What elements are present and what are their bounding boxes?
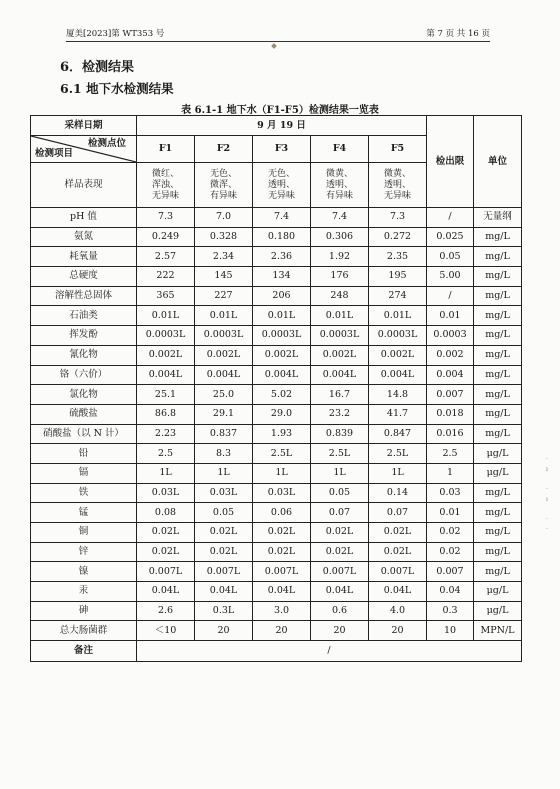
point-header: F1 [137, 136, 195, 163]
value-cell: 0.002L [195, 345, 253, 365]
appearance-cell [311, 163, 369, 208]
unit-cell: MPN/L [474, 621, 522, 641]
value-cell: 7.3 [369, 208, 427, 228]
limit-cell: 0.05 [427, 247, 474, 267]
limit-cell: 0.02 [427, 542, 474, 562]
unit-cell: mg/L [474, 542, 522, 562]
value-cell: 0.02L [195, 542, 253, 562]
value-cell: 29.0 [253, 404, 311, 424]
value-cell: 0.3L [195, 601, 253, 621]
limit-cell: 0.016 [427, 424, 474, 444]
limit-cell: 0.007 [427, 385, 474, 405]
value-cell: 0.272 [369, 227, 427, 247]
table-row [31, 444, 522, 464]
value-cell: 0.002L [137, 345, 195, 365]
unit-cell: mg/L [474, 483, 522, 503]
value-cell: 0.0003L [195, 326, 253, 346]
value-cell: 0.04L [253, 582, 311, 602]
value-cell: 0.0003L [311, 326, 369, 346]
item-name: 铜 [31, 523, 137, 543]
appearance-line: 透明、 [325, 179, 353, 190]
item-name: 溶解性总固体 [31, 286, 137, 306]
table-row [31, 365, 522, 385]
value-cell: 134 [253, 267, 311, 287]
value-cell: 1L [311, 463, 369, 483]
limit-cell: 0.004 [427, 365, 474, 385]
table-row [31, 562, 522, 582]
appearance-cell [195, 163, 253, 208]
value-cell: 20 [369, 621, 427, 641]
appearance-line: 透明、 [383, 179, 411, 190]
value-cell: 0.002L [253, 345, 311, 365]
table-row [31, 542, 522, 562]
table-row [31, 345, 522, 365]
appearance-line: 无异味 [267, 190, 295, 201]
table-row [31, 621, 522, 641]
value-cell: 2.34 [195, 247, 253, 267]
value-cell: 1L [369, 463, 427, 483]
value-cell: 0.03L [137, 483, 195, 503]
item-name: 氯化物 [31, 385, 137, 405]
item-name: 挥发酚 [31, 326, 137, 346]
table-row [31, 247, 522, 267]
point-header: F5 [369, 136, 427, 163]
value-cell: 2.36 [253, 247, 311, 267]
value-cell: 0.01L [195, 306, 253, 326]
appearance-cell [137, 163, 195, 208]
table-row [31, 326, 522, 346]
value-cell: 0.02L [137, 523, 195, 543]
value-cell: 0.01L [137, 306, 195, 326]
point-header: F2 [195, 136, 253, 163]
value-cell: 2.35 [369, 247, 427, 267]
item-name: 砷 [31, 601, 137, 621]
table-row [31, 385, 522, 405]
unit-cell: μg/L [474, 582, 522, 602]
appearance-cell [369, 163, 427, 208]
limit-cell: 0.02 [427, 523, 474, 543]
value-cell: 365 [137, 286, 195, 306]
limit-cell: 0.025 [427, 227, 474, 247]
value-cell: 0.007L [137, 562, 195, 582]
item-name: 氰化物 [31, 345, 137, 365]
appearance-line: 微红、 [151, 168, 179, 179]
unit-cell: mg/L [474, 562, 522, 582]
corner-bottom-label: 检测项目 [35, 148, 74, 159]
value-cell: 0.03L [253, 483, 311, 503]
value-cell: 248 [311, 286, 369, 306]
item-name: pH 值 [31, 208, 137, 228]
value-cell: 20 [195, 621, 253, 641]
value-cell: 0.02L [195, 523, 253, 543]
table-row [31, 601, 522, 621]
value-cell: 0.02L [369, 523, 427, 543]
value-cell: 3.0 [253, 601, 311, 621]
limit-cell: 0.04 [427, 582, 474, 602]
value-cell: 2.5 [137, 444, 195, 464]
value-cell: 1L [137, 463, 195, 483]
value-cell: 0.02L [311, 523, 369, 543]
value-cell: 0.004L [369, 365, 427, 385]
value-cell: 20 [253, 621, 311, 641]
value-cell: 0.007L [195, 562, 253, 582]
value-cell: 0.6 [311, 601, 369, 621]
limit-cell: / [427, 208, 474, 228]
limit-cell: 0.03 [427, 483, 474, 503]
date-value: 9 月 19 日 [137, 116, 427, 136]
value-cell: 0.004L [195, 365, 253, 385]
value-cell: 195 [369, 267, 427, 287]
table-row [31, 227, 522, 247]
value-cell: 0.01L [253, 306, 311, 326]
value-cell: 0.007L [253, 562, 311, 582]
unit-cell: mg/L [474, 523, 522, 543]
value-cell: 176 [311, 267, 369, 287]
appearance-line: 微浑、 [209, 179, 237, 190]
value-cell: 2.5L [369, 444, 427, 464]
limit-header: 检出限 [427, 116, 474, 208]
value-cell: 41.7 [369, 404, 427, 424]
value-cell: 25.1 [137, 385, 195, 405]
item-name: 铅 [31, 444, 137, 464]
value-cell: 0.847 [369, 424, 427, 444]
subsection-title: 6.1 地下水检测结果 [60, 81, 174, 96]
value-cell: 0.05 [195, 503, 253, 523]
value-cell: 0.004L [311, 365, 369, 385]
limit-cell: 10 [427, 621, 474, 641]
value-cell: 0.04L [195, 582, 253, 602]
table-row [31, 483, 522, 503]
value-cell: 0.007L [311, 562, 369, 582]
point-header: F4 [311, 136, 369, 163]
margin-handwriting: · ı · ı · · [546, 456, 548, 533]
value-cell: 2.23 [137, 424, 195, 444]
limit-cell: 0.0003 [427, 326, 474, 346]
value-cell: ＜10 [137, 621, 195, 641]
item-name: 硫酸盐 [31, 404, 137, 424]
table-row [31, 463, 522, 483]
limit-cell: / [427, 286, 474, 306]
item-name: 耗氧量 [31, 247, 137, 267]
limit-cell: 5.00 [427, 267, 474, 287]
item-name: 石油类 [31, 306, 137, 326]
table-row [31, 424, 522, 444]
value-cell: 14.8 [369, 385, 427, 405]
unit-cell: mg/L [474, 306, 522, 326]
unit-cell: mg/L [474, 286, 522, 306]
value-cell: 0.328 [195, 227, 253, 247]
value-cell: 25.0 [195, 385, 253, 405]
item-name: 镉 [31, 463, 137, 483]
value-cell: 1.93 [253, 424, 311, 444]
value-cell: 0.06 [253, 503, 311, 523]
appearance-line: 浑浊、 [151, 179, 179, 190]
value-cell: 0.02L [253, 523, 311, 543]
appearance-line: 无色、 [267, 168, 295, 179]
value-cell: 0.004L [137, 365, 195, 385]
appearance-line: 有异味 [209, 190, 237, 201]
unit-cell: mg/L [474, 326, 522, 346]
appearance-label: 样品表现 [31, 163, 137, 208]
value-cell: 0.249 [137, 227, 195, 247]
appearance-cell [253, 163, 311, 208]
unit-cell: mg/L [474, 227, 522, 247]
unit-cell: mg/L [474, 503, 522, 523]
unit-cell: mg/L [474, 267, 522, 287]
appearance-line: 无色、 [209, 168, 237, 179]
value-cell: 0.04L [369, 582, 427, 602]
value-cell: 0.07 [311, 503, 369, 523]
value-cell: 0.02L [253, 542, 311, 562]
appearance-line: 无异味 [151, 190, 179, 201]
item-name: 总硬度 [31, 267, 137, 287]
stamp-mark [271, 43, 277, 49]
table-row [31, 208, 522, 228]
limit-cell: 0.018 [427, 404, 474, 424]
value-cell: 5.02 [253, 385, 311, 405]
unit-cell: mg/L [474, 365, 522, 385]
value-cell: 0.180 [253, 227, 311, 247]
results-table [30, 115, 522, 662]
limit-cell: 0.002 [427, 345, 474, 365]
table-row [31, 306, 522, 326]
table-row [31, 582, 522, 602]
value-cell: 0.007L [369, 562, 427, 582]
item-name: 硝酸盐（以 N 计） [31, 424, 137, 444]
value-cell: 0.04L [311, 582, 369, 602]
value-cell: 0.02L [369, 542, 427, 562]
unit-cell: μg/L [474, 444, 522, 464]
item-name: 锰 [31, 503, 137, 523]
section-title: 6．检测结果 [60, 60, 135, 75]
value-cell: 2.57 [137, 247, 195, 267]
appearance-line: 微黄、 [325, 168, 353, 179]
remark-value: / [137, 641, 522, 662]
value-cell: 145 [195, 267, 253, 287]
value-cell: 0.0003L [137, 326, 195, 346]
appearance-line: 无异味 [383, 190, 411, 201]
unit-header: 单位 [474, 116, 522, 208]
page-number: 第 7 页 共 16 页 [426, 29, 490, 39]
appearance-line: 有异味 [325, 190, 353, 201]
table-row [31, 286, 522, 306]
item-name: 锌 [31, 542, 137, 562]
value-cell: 0.07 [369, 503, 427, 523]
value-cell: 0.306 [311, 227, 369, 247]
appearance-line: 透明、 [267, 179, 295, 190]
limit-cell: 0.007 [427, 562, 474, 582]
item-name: 铬（六价） [31, 365, 137, 385]
unit-cell: mg/L [474, 424, 522, 444]
value-cell: 0.0003L [369, 326, 427, 346]
unit-cell: mg/L [474, 345, 522, 365]
value-cell: 1L [195, 463, 253, 483]
value-cell: 23.2 [311, 404, 369, 424]
value-cell: 0.03L [195, 483, 253, 503]
value-cell: 4.0 [369, 601, 427, 621]
page-header [66, 27, 490, 42]
remark-label: 备注 [31, 641, 137, 662]
item-name: 汞 [31, 582, 137, 602]
value-cell: 274 [369, 286, 427, 306]
appearance-line: 微黄、 [383, 168, 411, 179]
value-cell: 2.5L [311, 444, 369, 464]
value-cell: 7.0 [195, 208, 253, 228]
value-cell: 0.02L [137, 542, 195, 562]
value-cell: 0.839 [311, 424, 369, 444]
value-cell: 0.002L [369, 345, 427, 365]
table-row [31, 267, 522, 287]
value-cell: 86.8 [137, 404, 195, 424]
limit-cell: 0.01 [427, 306, 474, 326]
item-name: 氨氮 [31, 227, 137, 247]
value-cell: 7.4 [311, 208, 369, 228]
limit-cell: 2.5 [427, 444, 474, 464]
value-cell: 0.837 [195, 424, 253, 444]
value-cell: 2.5L [253, 444, 311, 464]
value-cell: 8.3 [195, 444, 253, 464]
point-header: F3 [253, 136, 311, 163]
value-cell: 1L [253, 463, 311, 483]
value-cell: 0.14 [369, 483, 427, 503]
value-cell: 7.4 [253, 208, 311, 228]
value-cell: 1.92 [311, 247, 369, 267]
header-corner-cell [31, 136, 137, 163]
date-label: 采样日期 [31, 116, 137, 136]
value-cell: 0.04L [137, 582, 195, 602]
unit-cell: 无量纲 [474, 208, 522, 228]
value-cell: 227 [195, 286, 253, 306]
remark-row [31, 641, 522, 662]
value-cell: 16.7 [311, 385, 369, 405]
limit-cell: 0.3 [427, 601, 474, 621]
unit-cell: μg/L [474, 601, 522, 621]
value-cell: 0.02L [311, 542, 369, 562]
value-cell: 7.3 [137, 208, 195, 228]
item-name: 镍 [31, 562, 137, 582]
table-row [31, 404, 522, 424]
limit-cell: 1 [427, 463, 474, 483]
value-cell: 29.1 [195, 404, 253, 424]
value-cell: 0.002L [311, 345, 369, 365]
table-caption: 表 6.1-1 地下水（F1-F5）检测结果一览表 [181, 105, 379, 116]
value-cell: 0.0003L [253, 326, 311, 346]
corner-top-label: 检测点位 [87, 138, 126, 149]
item-name: 铁 [31, 483, 137, 503]
unit-cell: mg/L [474, 385, 522, 405]
unit-cell: mg/L [474, 404, 522, 424]
item-name: 总大肠菌群 [31, 621, 137, 641]
value-cell: 222 [137, 267, 195, 287]
unit-cell: μg/L [474, 463, 522, 483]
value-cell: 0.004L [253, 365, 311, 385]
value-cell: 0.05 [311, 483, 369, 503]
value-cell: 20 [311, 621, 369, 641]
table-row [31, 503, 522, 523]
report-number: 厦美[2023]第 WT353 号 [66, 29, 165, 39]
value-cell: 0.08 [137, 503, 195, 523]
value-cell: 206 [253, 286, 311, 306]
unit-cell: mg/L [474, 247, 522, 267]
limit-cell: 0.01 [427, 503, 474, 523]
table-row [31, 523, 522, 543]
value-cell: 0.01L [369, 306, 427, 326]
value-cell: 2.6 [137, 601, 195, 621]
value-cell: 0.01L [311, 306, 369, 326]
